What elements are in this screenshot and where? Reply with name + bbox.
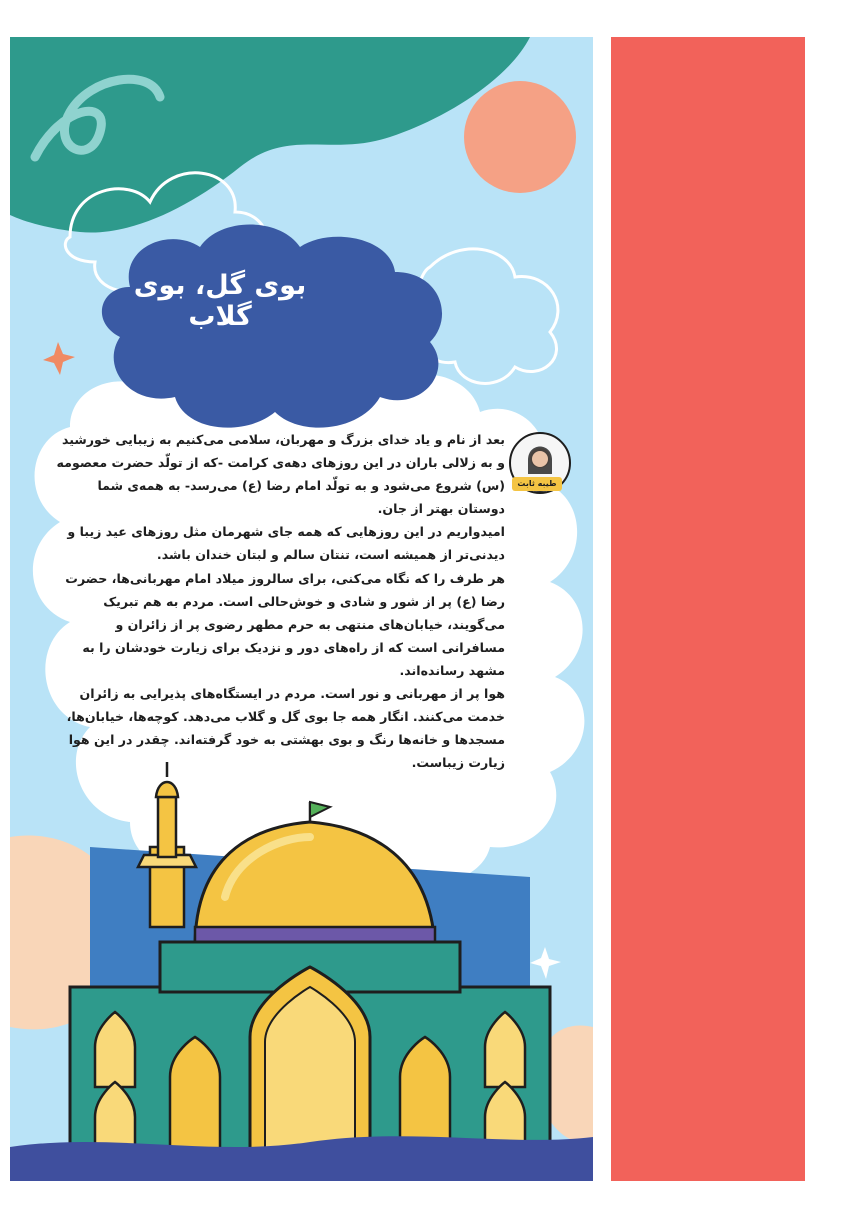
article-paragraph: امیدواریم در این روزهایی که همه جای شهرمان مثل روزهای عید زیبا و دیدنی‌تر از همیشه است، تنتان سالم و لبتان خندان باشد. bbox=[67, 524, 505, 563]
table-of-contents bbox=[668, 476, 805, 796]
article-body bbox=[55, 428, 505, 774]
sidebar-panel bbox=[611, 37, 805, 1181]
article-paragraph: هوا پر از مهربانی و نور است. مردم در ایستگاه‌های پذیرایی به زائران خدمت می‌کنند. انگار همه جا بوی گل و گلاب می‌دهد. کوچه‌ها، خیابان‌ها، مسجدها و خانه‌ها رنگ و بوی بهشتی به خود گرفته‌اند. چقدر در این هوا زیارت زیباست. bbox=[66, 686, 505, 771]
article-paragraph: بعد از نام و یاد خدای بزرگ و مهربان، سلامی می‌کنیم به زیبایی خورشید و به زلالی باران در این روزهای دهه‌ی کرامت -که از تولّد حضرت معصومه (س) شروع می‌شود و به تولّد امام رضا (ع) می‌رسد- به همه‌ی شما دوستان بهتر از جان. bbox=[56, 432, 505, 517]
author-name: طیبه ثابت bbox=[512, 477, 562, 491]
article-paragraph: هر طرف را که نگاه می‌کنی، برای سالروز میلاد امام مهربانی‌ها، حضرت رضا (ع) پر از شور و شادی و خوش‌حالی است. مردم به هم تبریک می‌گویند، خیابان‌های منتهی به حرم مطهر رضوی پر از زائران و مسافرانی است که از راه‌های دور و نزدیک برای زیارت خودشان را به مشهد رسانده‌اند. bbox=[65, 570, 505, 678]
page-title: بوی گل، بوی گلاب bbox=[133, 270, 307, 332]
staff-credits bbox=[668, 821, 805, 1134]
sun-shape bbox=[464, 81, 576, 193]
